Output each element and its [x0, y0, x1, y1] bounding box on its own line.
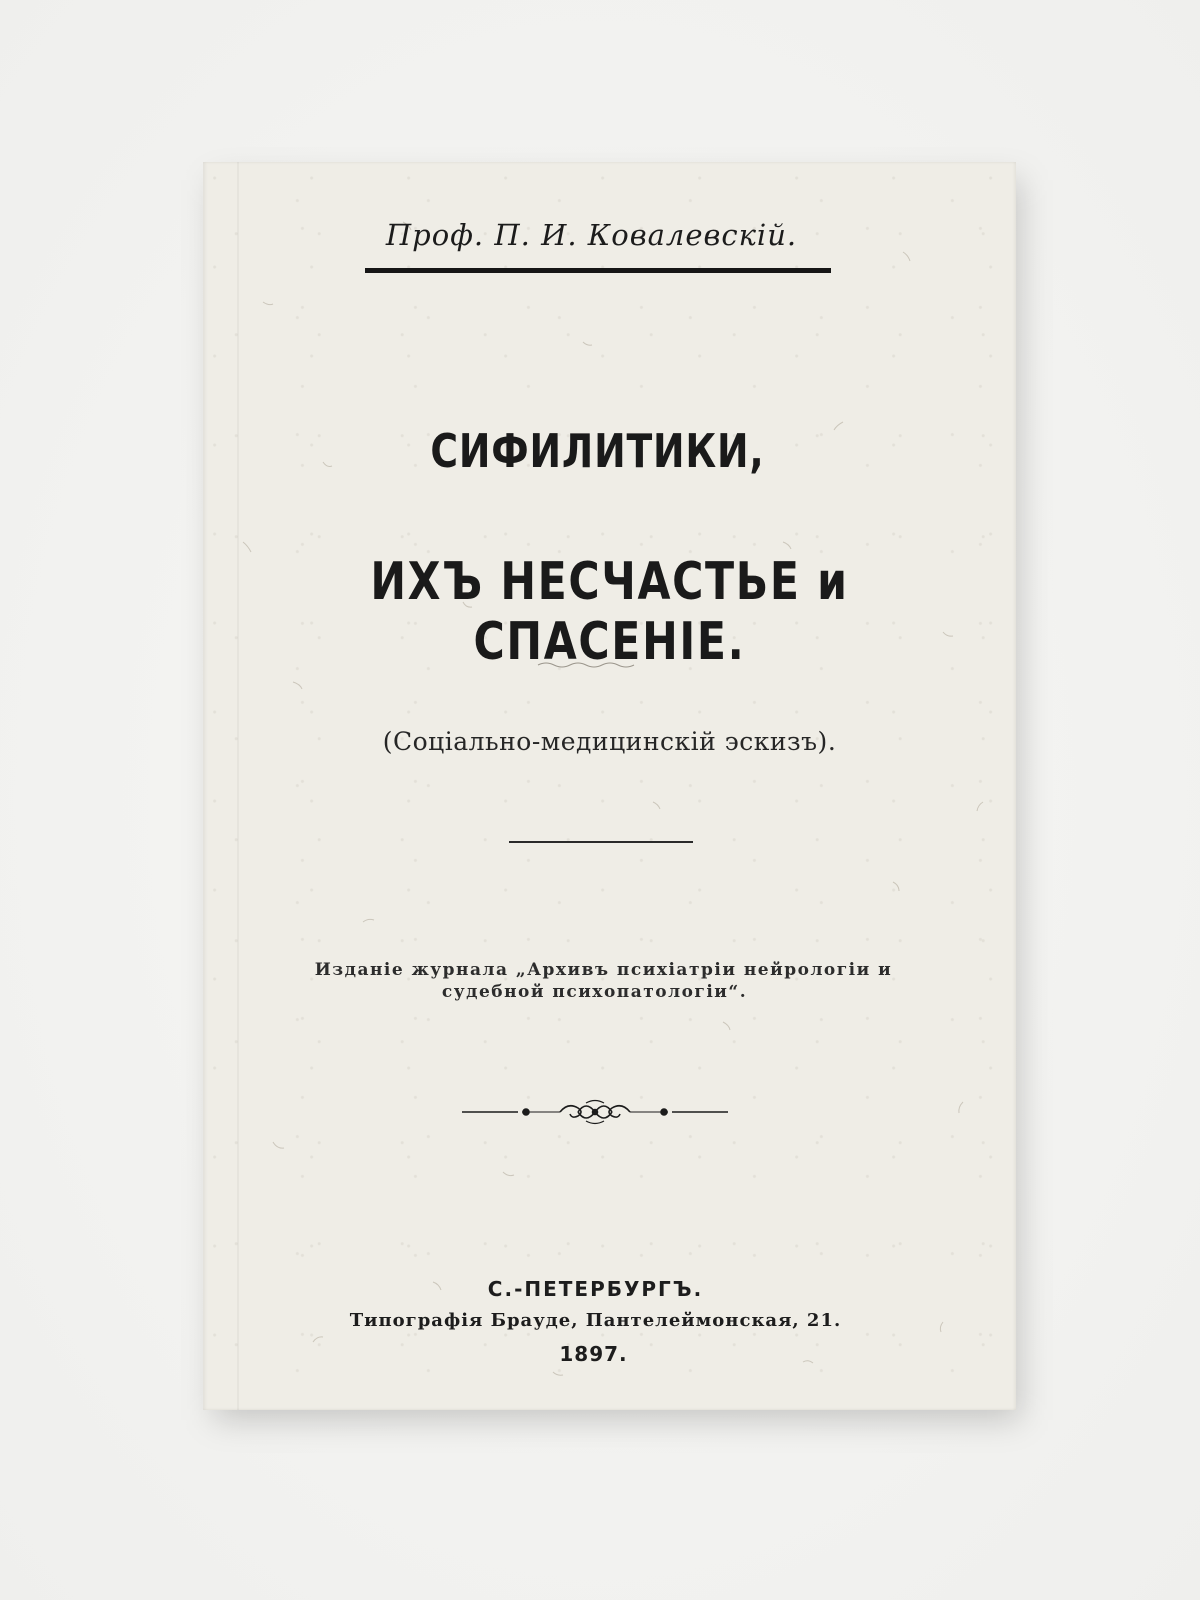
printer-line: Типографія Брауде, Пантелеймонская, 21. — [349, 1310, 842, 1331]
title-line-2: ИХЪ НЕСЧАСТЬЕ и СПАСЕНІЕ. — [370, 552, 849, 672]
publication-year: 1897. — [559, 1342, 628, 1366]
publication-city: С.-ПЕТЕРБУРГЪ. — [487, 1277, 704, 1301]
edition-line-1: Изданіе журнала „Архивъ психіатріи нейрологіи и — [314, 960, 893, 980]
middle-rule — [509, 841, 693, 843]
ornament-divider-icon — [460, 1097, 730, 1127]
author-underline — [365, 268, 831, 273]
edition-note — [203, 959, 1016, 1003]
subtitle: (Соціально-медицинскій эскизъ). — [382, 727, 837, 756]
book-cover — [203, 162, 1016, 1410]
author-name: Проф. П. И. Ковалевскій. — [385, 218, 798, 252]
faint-squiggle-divider — [536, 660, 636, 670]
paper-fibers-texture — [203, 162, 1016, 1410]
edition-line-2: судебной психопатологіи“. — [441, 982, 748, 1002]
title-line-1: СИФИЛИТИКИ, — [430, 424, 765, 478]
